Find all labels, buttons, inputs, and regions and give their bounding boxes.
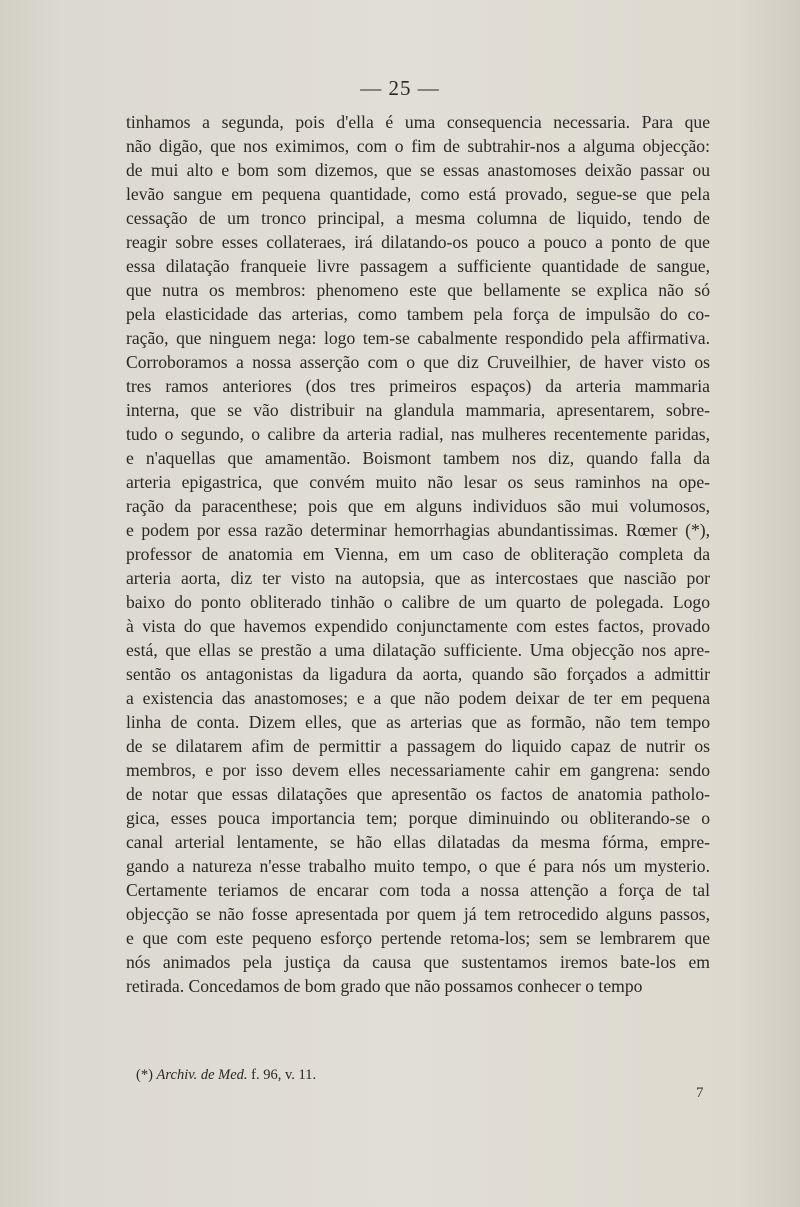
body-text (126, 110, 710, 998)
text-line: levão sangue em pequena quantidade, como está provado, segue-se que pela (126, 184, 710, 204)
text-line: pela elasticidade das arterias, como tambem pela força de impulsão do co- (126, 304, 710, 324)
text-line: nós animados pela justiça da causa que sustentamos iremos bate-los em (126, 952, 710, 972)
footnote-source: Archiv. de Med. (156, 1067, 248, 1083)
text-line: gando a natureza n'esse trabalho muito tempo, o que é para nós um mysterio. (126, 856, 710, 876)
text-line: arteria aorta, diz ter visto na autopsia, que as intercostaes que nascião por (126, 568, 710, 588)
text-line: sentão os antagonistas da ligadura da aorta, quando são forçados a admittir (126, 664, 710, 684)
page-number: — 25 — (360, 76, 440, 100)
text-line: Certamente teriamos de encarar com toda a nossa attenção a força de tal (126, 880, 710, 900)
text-line: professor de anatomia em Vienna, em um caso de obliteração completa da (126, 544, 710, 564)
text-line: à vista do que havemos expendido conjunctamente com estes factos, provado (126, 616, 710, 636)
text-line: objecção se não fosse apresentada por quem já tem retrocedido alguns passos, (126, 904, 710, 924)
text-line: retirada. Concedamos de bom grado que não possamos conhecer o tempo (126, 976, 643, 996)
text-line: reagir sobre esses collateraes, irá dilatando-os pouco a pouco a ponto de que (126, 232, 710, 252)
text-line: gica, esses pouca importancia tem; porque diminuindo ou obliterando-se o (126, 808, 710, 828)
text-line: cessação de um tronco principal, a mesma columna de liquido, tendo de (126, 208, 710, 228)
text-line: membros, e por isso devem elles necessariamente cahir em gangrena: sendo (126, 760, 710, 780)
footnote (136, 1067, 316, 1084)
text-line: linha de conta. Dizem elles, que as arterias que as formão, não tem tempo (126, 712, 710, 732)
text-line: ração, que ninguem nega: logo tem-se cabalmente respondido pela affirmativa. (126, 328, 710, 348)
text-line: tudo o segundo, o calibre da arteria radial, nas mulheres recentemente paridas, (126, 424, 710, 444)
text-line: canal arterial lentamente, se hão ellas dilatadas da mesma fórma, empre- (126, 832, 710, 852)
text-line: Corroboramos a nossa asserção com o que diz Cruveilhier, de haver visto os (126, 352, 710, 372)
text-line: baixo do ponto obliterado tinhão o calibre de um quarto de polegada. Logo (126, 592, 710, 612)
footnote-reference: f. 96, v. 11. (251, 1067, 317, 1083)
text-line: que nutra os membros: phenomeno este que bellamente se explica não só (126, 280, 710, 300)
text-line: de se dilatarem afim de permittir a passagem do liquido capaz de nutrir os (126, 736, 710, 756)
text-line: e podem por essa razão determinar hemorrhagias abundantissimas. Rœmer (*), (126, 520, 710, 540)
text-line: interna, que se vão distribuir na glandula mammaria, apresentarem, sobre- (126, 400, 710, 420)
text-line: essa dilatação franqueie livre passagem a sufficiente quantidade de sangue, (126, 256, 710, 276)
text-line: tinhamos a segunda, pois d'ella é uma consequencia necessaria. Para que (126, 112, 710, 132)
text-line: tres ramos anteriores (dos tres primeiros espaços) da arteria mammaria (126, 376, 710, 396)
text-line: está, que ellas se prestão a uma dilatação sufficiente. Uma objecção nos apre- (126, 640, 710, 660)
text-line: de mui alto e bom som dizemos, que se essas anastomoses deixão passar ou (126, 160, 710, 180)
text-line: arteria epigastrica, que convém muito não lesar os seus raminhos na ope- (126, 472, 710, 492)
text-line: não digão, que nos eximimos, com o fim de subtrahir-nos a alguma objecção: (126, 136, 710, 156)
text-line: a existencia das anastomoses; e a que não podem deixar de ter em pequena (126, 688, 710, 708)
text-line: e que com este pequeno esforço pertende retoma-los; sem se lembrarem que (126, 928, 710, 948)
footnote-marker: (*) (136, 1067, 153, 1083)
text-line: ração da paracenthese; pois que em alguns individuos são mui volumosos, (126, 496, 710, 516)
text-line: de notar que essas dilatações que apresentão os factos de anatomia patholo- (126, 784, 710, 804)
text-line: e n'aquellas que amamentão. Boismont tambem nos diz, quando falla da (126, 448, 710, 468)
signature-mark: 7 (696, 1085, 704, 1101)
